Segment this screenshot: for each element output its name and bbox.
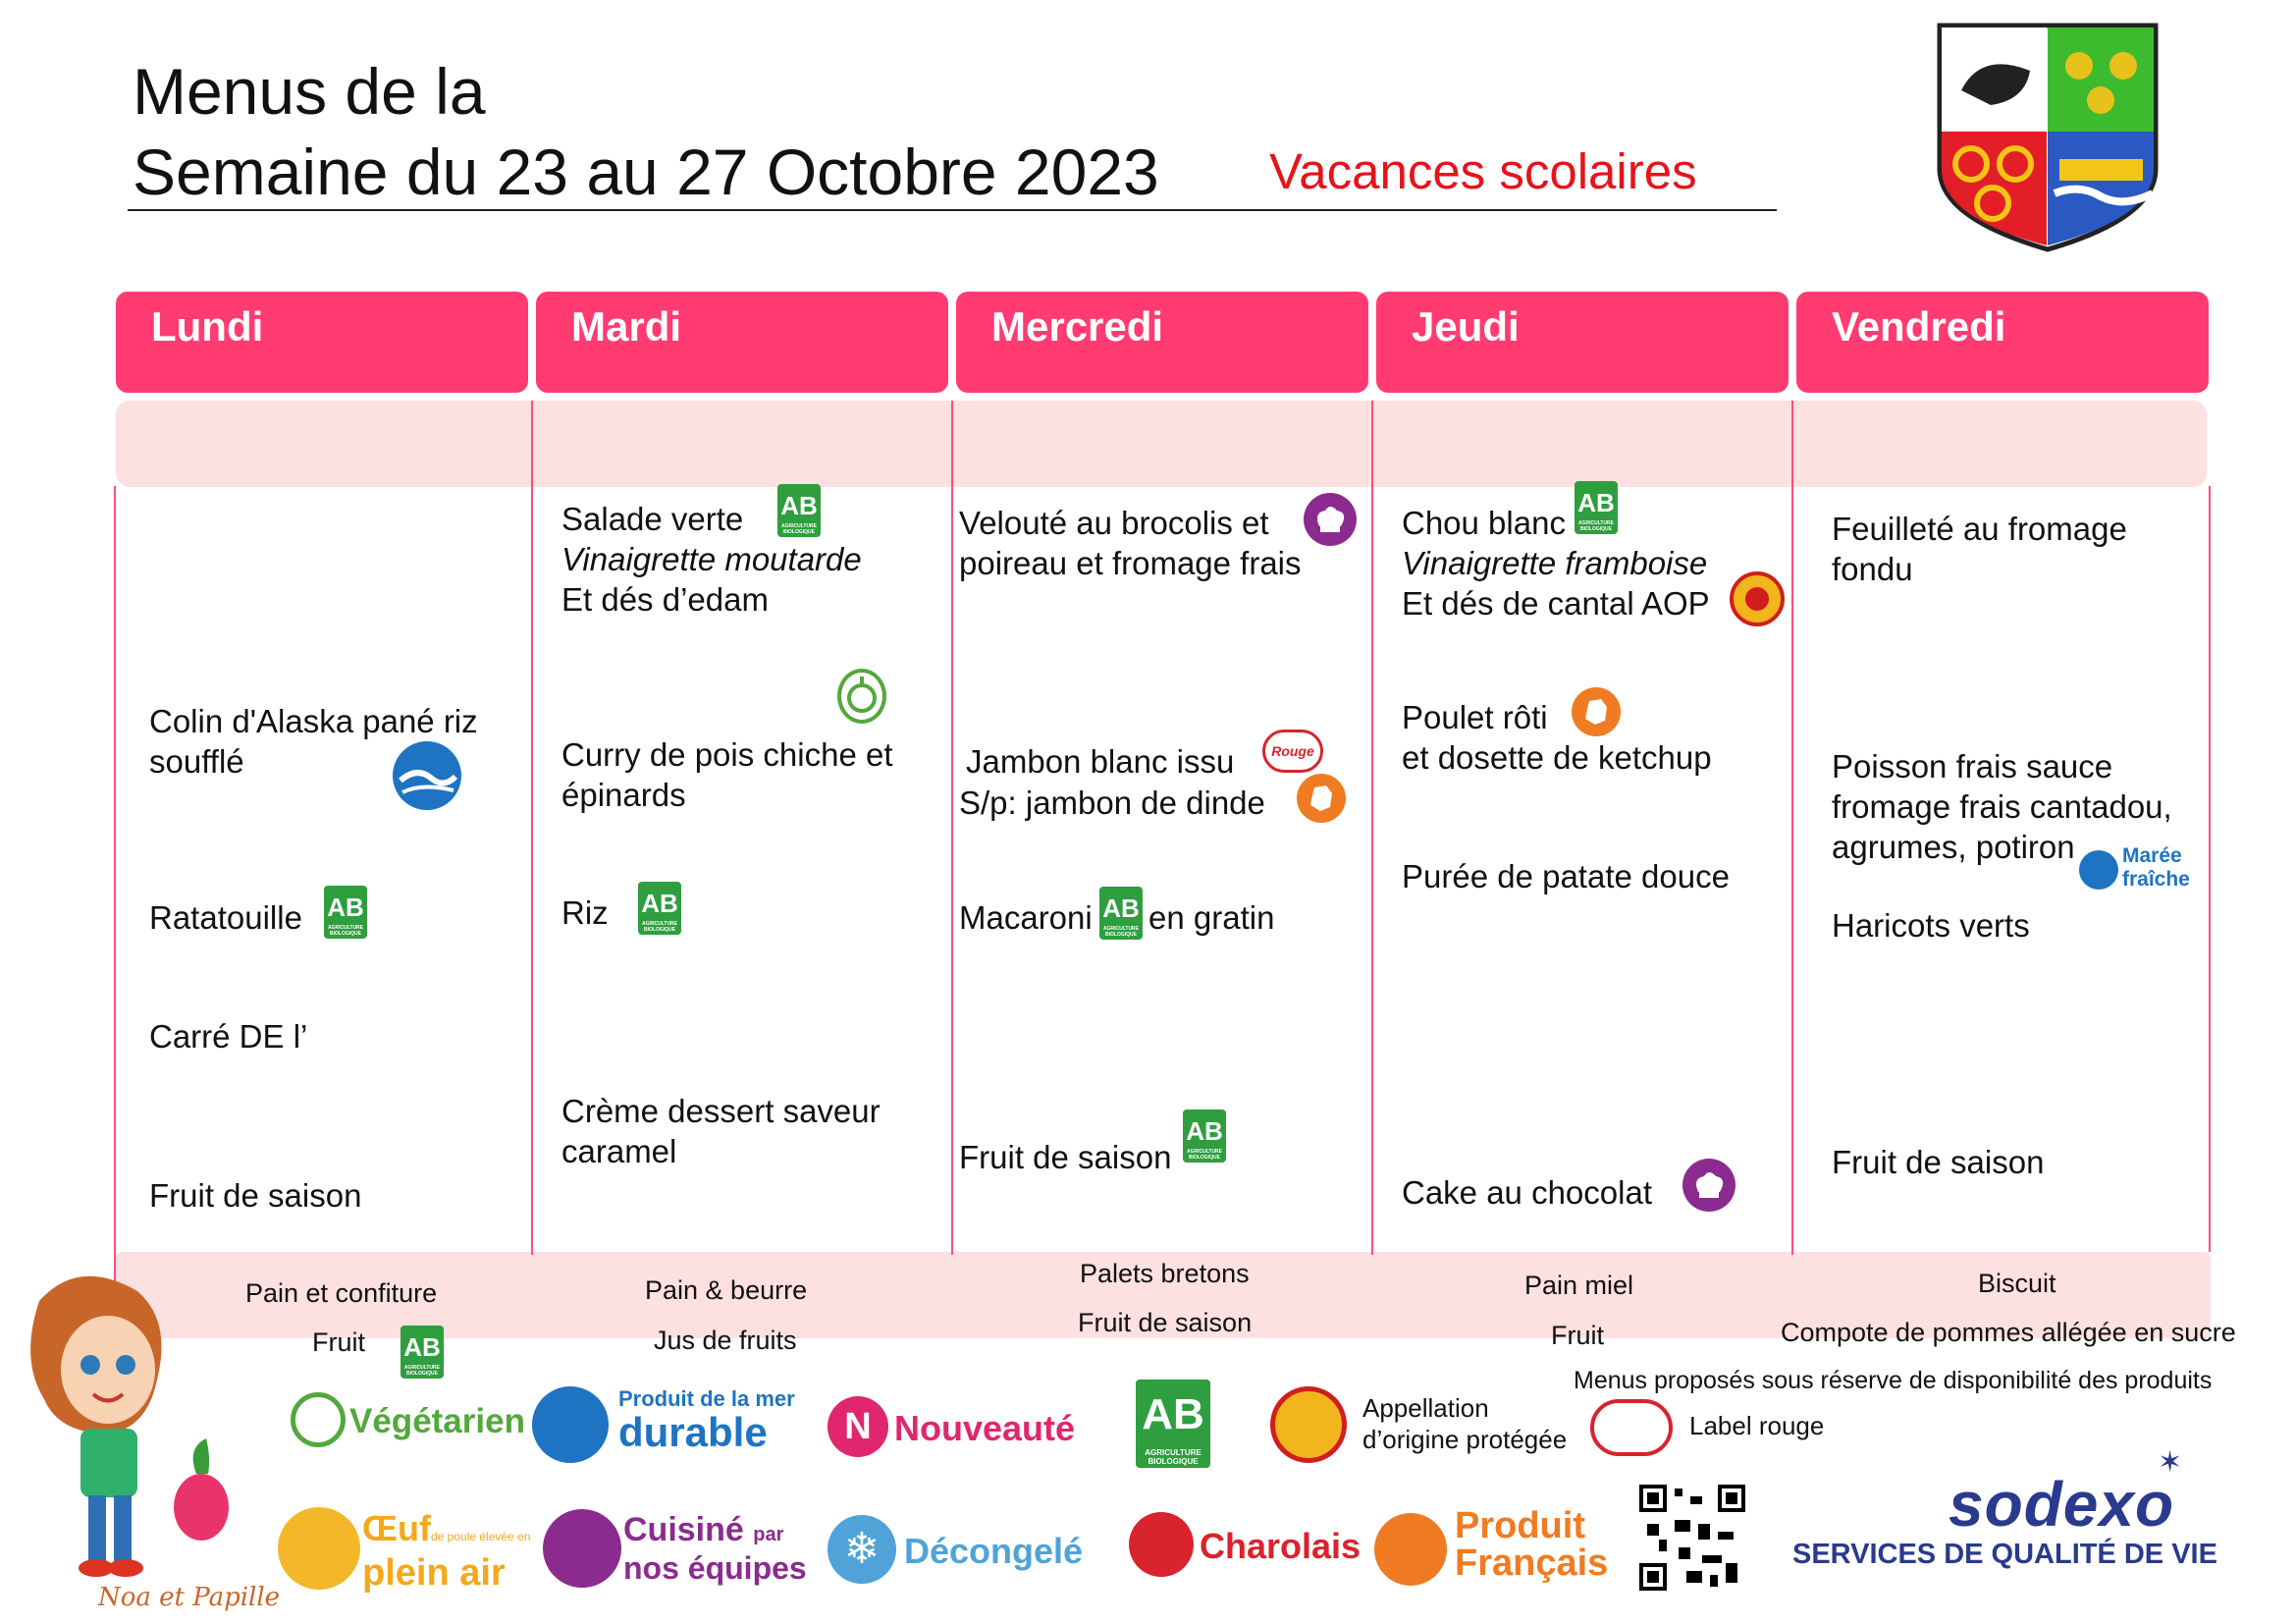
qr-code-icon[interactable] xyxy=(1639,1485,1745,1591)
jeudi-dessert: Cake au chocolat xyxy=(1402,1174,1652,1211)
snowflake-icon: ❄ xyxy=(828,1515,896,1584)
mardi-dessert: Crème dessert saveur caramel xyxy=(561,1093,881,1169)
vendredi-dessert: Fruit de saison xyxy=(1832,1144,2045,1180)
day-header-lundi: Lundi xyxy=(116,292,528,393)
mercredi-plat-2: S/p: jambon de dinde xyxy=(959,785,1265,821)
mascot-icon xyxy=(0,1262,255,1596)
column-divider xyxy=(2209,486,2211,1252)
title-line-2: Semaine du 23 au 27 Octobre 2023 xyxy=(133,135,1159,208)
day-header-mardi: Mardi xyxy=(536,292,948,393)
produit-mer-durable-icon xyxy=(532,1386,609,1463)
title-line-1: Menus de la xyxy=(133,55,486,128)
sodexo-logo: sodexo xyxy=(1949,1469,2175,1540)
lundi-gouter-2: Fruit xyxy=(312,1327,365,1357)
star-icon: ✶ xyxy=(2158,1446,2183,1479)
mercredi-dessert: Fruit de saison xyxy=(959,1139,1172,1175)
ab-bio-icon: AB AGRICULTURE BIOLOGIQUE xyxy=(638,882,681,935)
sub-header-band xyxy=(116,401,2207,487)
column-divider xyxy=(1371,401,1373,1255)
mardi-plat: Curry de pois chiche et épinards xyxy=(561,736,893,813)
title-divider xyxy=(128,209,1777,211)
vegetarien-icon xyxy=(291,1392,346,1447)
label-rouge-legend-icon xyxy=(1590,1399,1673,1456)
produit-francais-icon xyxy=(1297,774,1346,823)
mercredi-entree: Velouté au brocolis et poireau et fromage frais xyxy=(959,505,1302,581)
mercredi-accompagnement-a: Macaroni xyxy=(959,899,1093,936)
produit-mer-durable-icon xyxy=(393,741,461,810)
cow-icon xyxy=(1129,1512,1194,1577)
mardi-gouter-2: Jus de fruits xyxy=(654,1326,797,1355)
lundi-fromage: Carré DE l’ xyxy=(149,1018,308,1055)
ab-bio-icon: AB AGRICULTURE BIOLOGIQUE xyxy=(400,1326,444,1379)
mercredi-gouter-2: Fruit de saison xyxy=(1078,1308,1253,1337)
jeudi-entree: Chou blanc Vinaigrette framboise Et dés de cantal AOP xyxy=(1402,505,1710,622)
produit-francais-icon xyxy=(1572,687,1621,736)
label-rouge-icon: Rouge xyxy=(1262,730,1323,773)
aop-legend-label: Appellation d’origine protégée xyxy=(1362,1393,1568,1454)
ab-bio-icon: AB AGRICULTURE BIOLOGIQUE xyxy=(1183,1110,1226,1163)
jeudi-accompagnement: Purée de patate douce xyxy=(1402,858,1730,894)
maree-fraiche-icon: Marée fraîche xyxy=(2079,842,2187,895)
column-divider xyxy=(1791,401,1793,1255)
mercredi-accompagnement-b: en gratin xyxy=(1148,899,1275,936)
mercredi-gouter-1: Palets bretons xyxy=(1080,1259,1250,1288)
mascot-label: Noa et Papille xyxy=(98,1583,281,1612)
mardi-entree: Salade verte Vinaigrette moutarde Et dés d’edam xyxy=(561,501,862,618)
jeudi-gouter-2: Fruit xyxy=(1551,1321,1604,1350)
jeudi-gouter-1: Pain miel xyxy=(1524,1271,1634,1300)
ab-bio-icon: AB AGRICULTURE BIOLOGIQUE xyxy=(1099,887,1143,940)
mercredi-plat: Jambon blanc issu xyxy=(966,743,1235,780)
ab-bio-icon: AB AGRICULTURE BIOLOGIQUE xyxy=(324,886,367,939)
day-header-mercredi: Mercredi xyxy=(956,292,1368,393)
page-title xyxy=(133,51,1159,212)
oeuf-icon xyxy=(278,1507,360,1590)
vendredi-plat: Poisson frais sauce fromage frais cantadou, agrumes, potiron xyxy=(1832,748,2172,865)
jeudi-plat: Poulet rôti et dosette de ketchup xyxy=(1402,699,1712,776)
lundi-gouter-1: Pain et confiture xyxy=(245,1278,438,1308)
column-divider xyxy=(531,401,533,1255)
produit-francais-icon xyxy=(1374,1513,1447,1586)
column-divider xyxy=(951,401,953,1255)
cuisine-equipes-icon xyxy=(543,1509,621,1588)
mardi-gouter-1: Pain & beurre xyxy=(645,1275,808,1305)
lundi-plat: Colin d'Alaska pané riz soufflé xyxy=(149,703,478,780)
coat-of-arms-icon xyxy=(1932,22,2163,253)
vendredi-entree: Feuilleté au fromage fondu xyxy=(1832,511,2127,587)
day-header-jeudi: Jeudi xyxy=(1376,292,1789,393)
ab-bio-icon: AB AGRICULTURE BIOLOGIQUE xyxy=(1575,481,1618,534)
day-header-vendredi: Vendredi xyxy=(1796,292,2209,393)
aop-icon xyxy=(1730,571,1785,626)
aop-legend-icon xyxy=(1270,1386,1347,1463)
column-divider xyxy=(114,486,116,1340)
vendredi-gouter-1: Biscuit xyxy=(1978,1269,2056,1298)
ab-bio-icon: AB AGRICULTURE BIOLOGIQUE xyxy=(777,484,821,537)
ab-bio-legend-icon: AB AGRICULTURE BIOLOGIQUE xyxy=(1136,1380,1210,1468)
label-rouge-legend-label: Label rouge xyxy=(1689,1411,1825,1440)
nouveaute-icon: N xyxy=(828,1396,888,1457)
vendredi-accompagnement: Haricots verts xyxy=(1832,907,2030,944)
vacances-label: Vacances scolaires xyxy=(1269,143,1697,199)
lundi-dessert: Fruit de saison xyxy=(149,1177,362,1214)
disponibilite-notice: Menus proposés sous réserve de disponibilité des produits xyxy=(1574,1367,2213,1394)
vegetarien-icon xyxy=(837,669,886,724)
sodexo-tagline: SERVICES DE QUALITÉ DE VIE xyxy=(1792,1539,2217,1570)
mardi-accompagnement: Riz xyxy=(561,894,609,931)
vendredi-gouter-2: Compote de pommes allégée en sucre xyxy=(1781,1318,2236,1347)
cuisine-equipes-icon xyxy=(1682,1159,1735,1212)
cuisine-equipes-icon xyxy=(1304,493,1357,546)
lundi-accompagnement: Ratatouille xyxy=(149,899,302,936)
